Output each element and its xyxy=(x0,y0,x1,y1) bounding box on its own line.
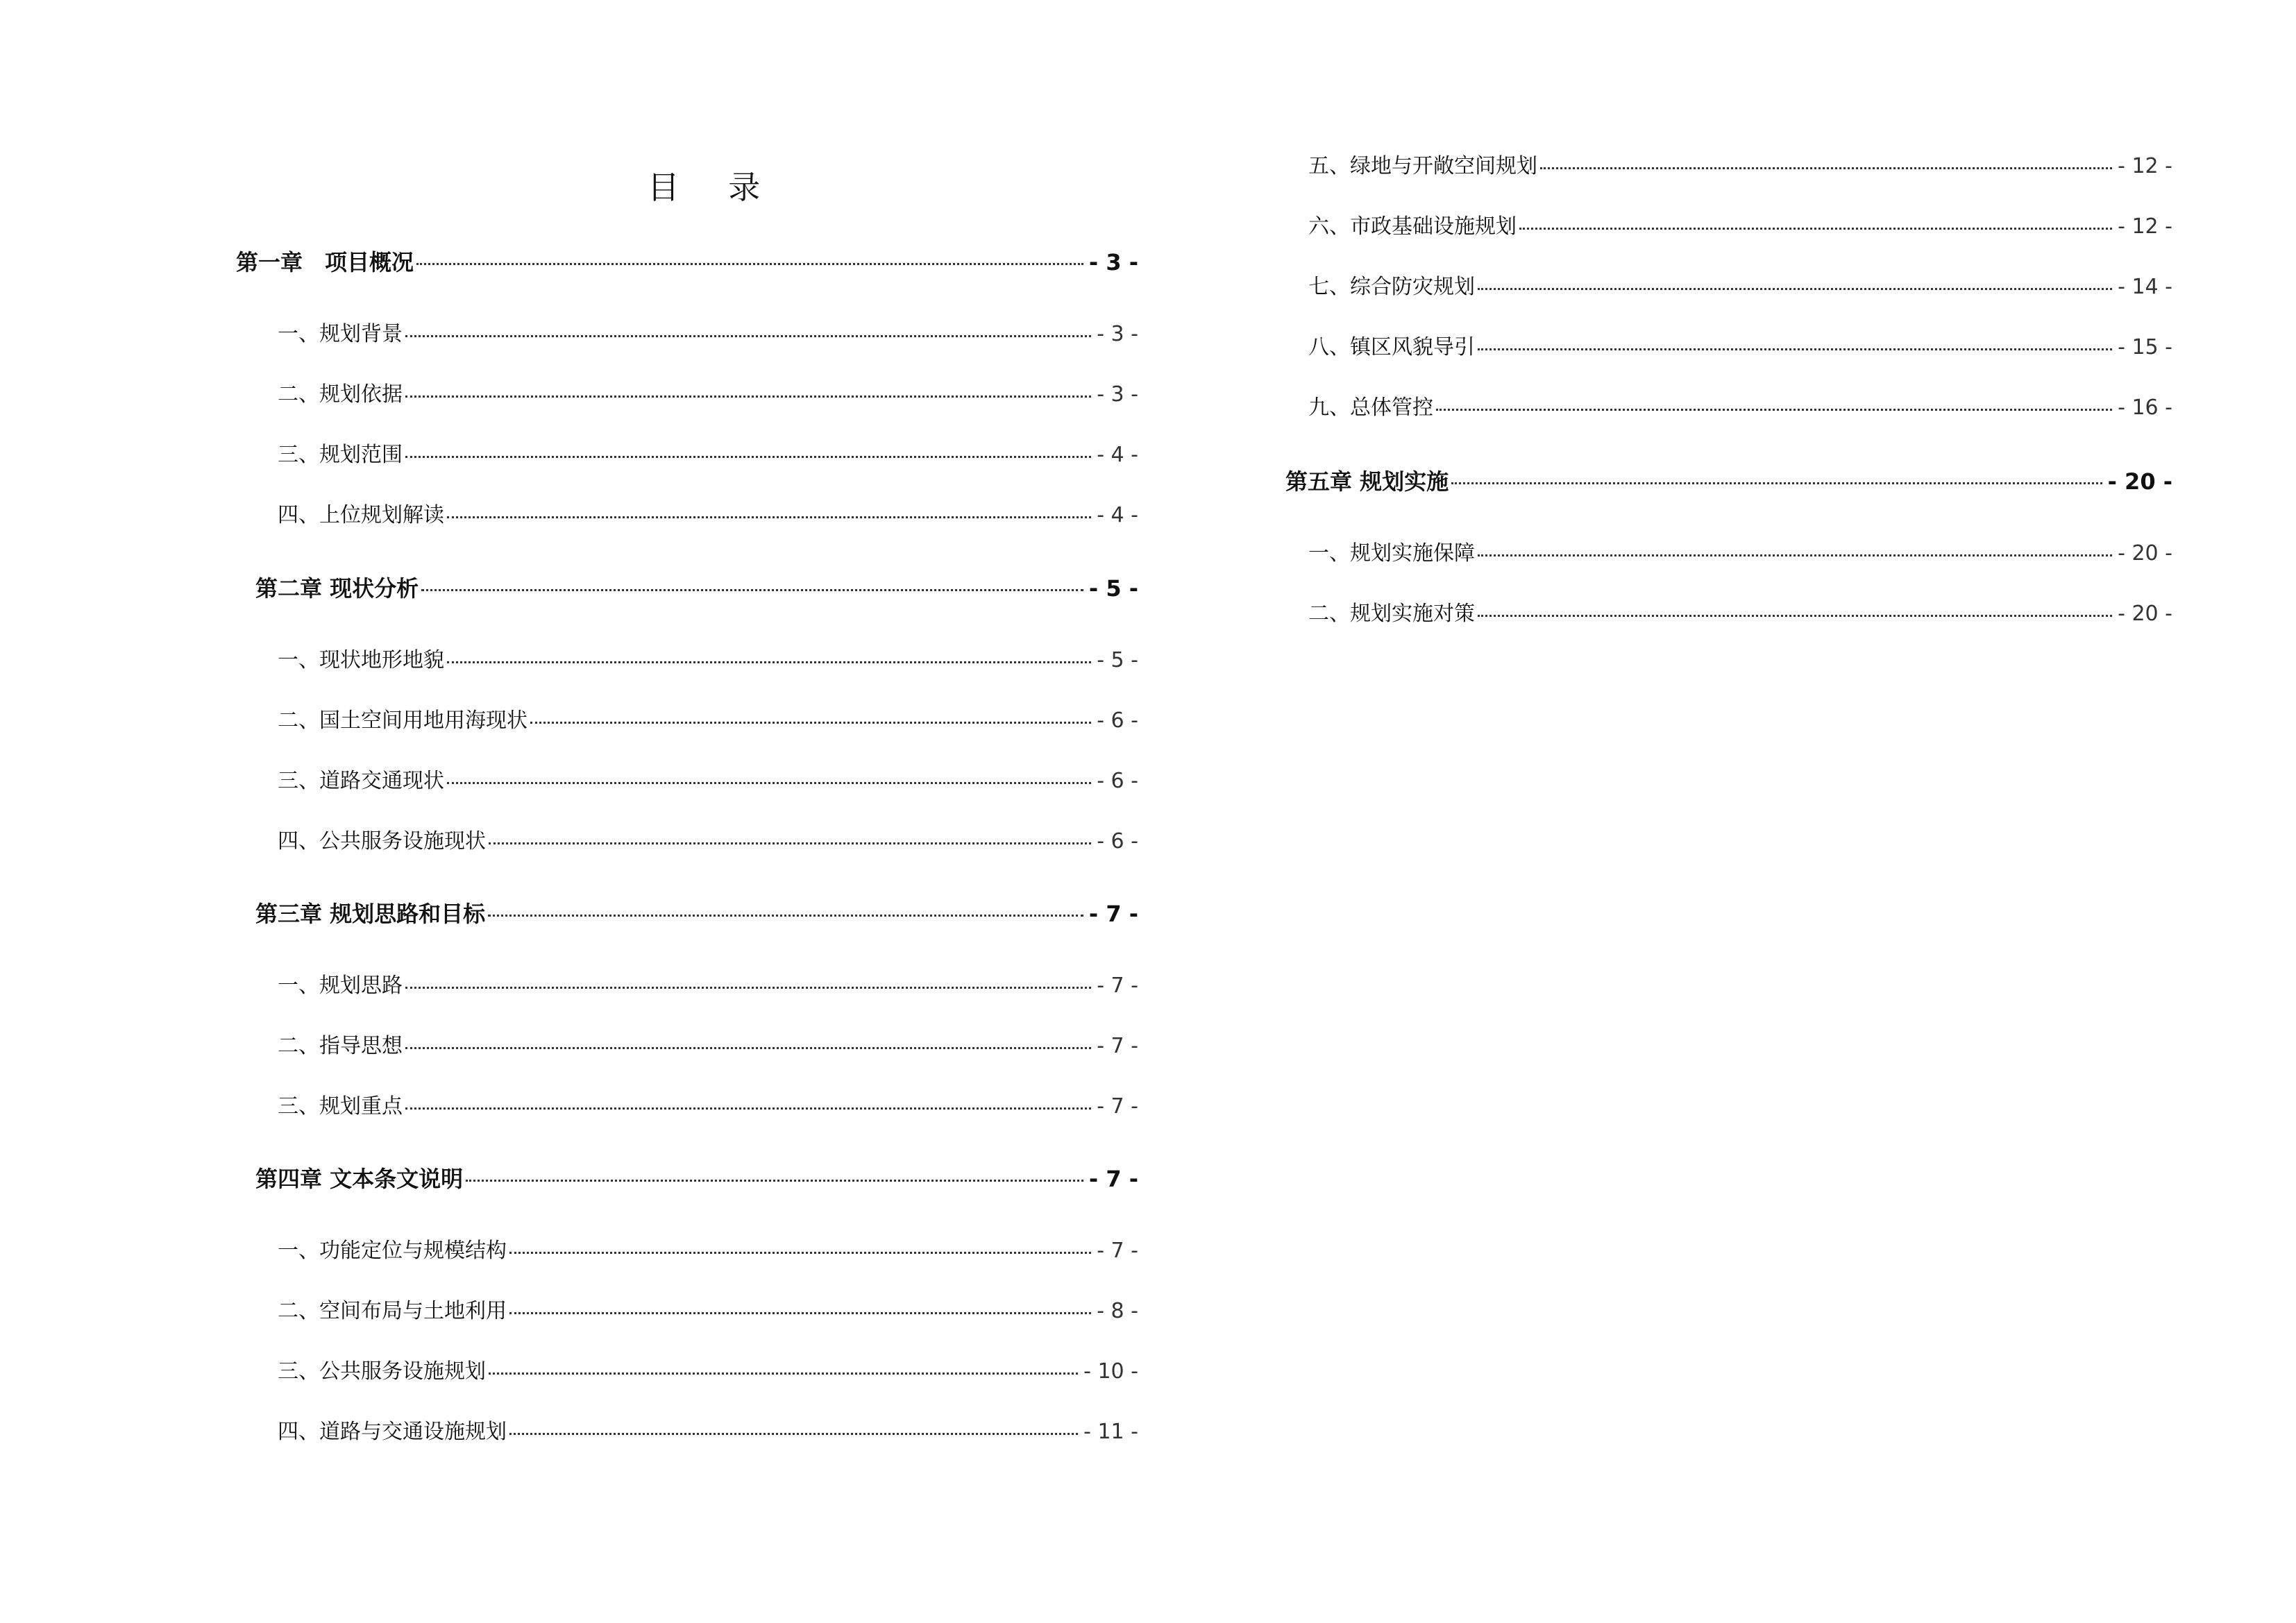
toc-label: 二、规划实施对策 xyxy=(1308,602,1475,626)
dot-leader xyxy=(1519,228,2112,230)
toc-label: 四、上位规划解读 xyxy=(278,503,444,527)
toc-label: 三、规划范围 xyxy=(278,443,403,467)
toc-label: 四、公共服务设施现状 xyxy=(278,829,486,853)
toc-label: 八、镇区风貌导引 xyxy=(1308,335,1475,359)
dot-leader xyxy=(1436,409,2112,411)
dot-leader xyxy=(405,456,1091,458)
toc-page-number: - 15 - xyxy=(2118,335,2172,359)
toc-section[interactable] xyxy=(1308,391,2172,425)
dot-leader xyxy=(1540,167,2112,169)
toc-page-number: - 11 - xyxy=(1083,1420,1138,1444)
dot-leader xyxy=(509,1252,1091,1254)
toc-section[interactable] xyxy=(1308,331,2172,364)
toc-section[interactable] xyxy=(1308,150,2172,183)
toc-page-number: - 6 - xyxy=(1097,708,1138,733)
toc-section[interactable] xyxy=(278,1295,1138,1328)
page-title: 目 录 xyxy=(647,169,780,206)
dot-leader xyxy=(405,987,1091,989)
toc-label: 三、道路交通现状 xyxy=(278,769,444,793)
toc-section[interactable] xyxy=(278,765,1138,798)
toc-section[interactable] xyxy=(278,1355,1138,1388)
toc-page-number: - 8 - xyxy=(1097,1299,1138,1323)
toc-label: 第三章 规划思路和目标 xyxy=(255,901,486,927)
toc-label: 七、综合防灾规划 xyxy=(1308,275,1475,299)
toc-page-number: - 20 - xyxy=(2118,602,2172,626)
dot-leader xyxy=(447,516,1091,518)
toc-label: 一、现状地形地貌 xyxy=(278,648,444,672)
dot-leader xyxy=(405,1047,1091,1049)
toc-section[interactable] xyxy=(1308,271,2172,304)
dot-leader xyxy=(416,263,1083,265)
dot-leader xyxy=(489,842,1091,844)
toc-label: 二、指导思想 xyxy=(278,1034,403,1058)
toc-label: 二、国土空间用地用海现状 xyxy=(278,708,527,733)
dot-leader xyxy=(405,396,1091,398)
toc-label: 一、规划背景 xyxy=(278,322,403,346)
toc-section[interactable] xyxy=(278,969,1138,1003)
toc-section[interactable] xyxy=(278,318,1138,351)
toc-page-number: - 12 - xyxy=(2118,214,2172,239)
toc-label: 第一章 项目概况 xyxy=(236,249,414,275)
toc-label: 三、公共服务设施规划 xyxy=(278,1359,486,1384)
toc-chapter-5[interactable] xyxy=(1285,465,2172,498)
dot-leader xyxy=(1478,615,2112,617)
dot-leader xyxy=(405,1107,1091,1110)
toc-page-number: - 3 - xyxy=(1097,382,1138,407)
toc-page-number: - 6 - xyxy=(1097,769,1138,793)
toc-chapter-2[interactable] xyxy=(255,572,1138,605)
dot-leader xyxy=(1478,348,2112,350)
toc-page-number: - 5 - xyxy=(1097,648,1138,672)
dot-leader xyxy=(1478,554,2112,556)
toc-page-number: - 7 - xyxy=(1097,974,1138,998)
toc-section[interactable] xyxy=(278,825,1138,858)
dot-leader xyxy=(1451,482,2102,484)
dot-leader xyxy=(509,1433,1078,1435)
toc-chapter-1[interactable] xyxy=(236,246,1138,279)
toc-chapter-3[interactable] xyxy=(255,897,1138,931)
toc-page-number: - 3 - xyxy=(1097,322,1138,346)
dot-leader xyxy=(421,589,1083,591)
dot-leader xyxy=(405,335,1091,337)
toc-section[interactable] xyxy=(278,1234,1138,1268)
toc-label: 第五章 规划实施 xyxy=(1285,468,1449,495)
toc-section[interactable] xyxy=(1308,597,2172,631)
dot-leader xyxy=(530,722,1091,724)
toc-label: 一、功能定位与规模结构 xyxy=(278,1239,507,1263)
dot-leader xyxy=(466,1180,1083,1182)
toc-page-number: - 7 - xyxy=(1088,901,1138,927)
dot-leader xyxy=(489,1373,1078,1375)
toc-label: 六、市政基础设施规划 xyxy=(1308,214,1517,239)
dot-leader xyxy=(1478,288,2112,290)
toc-label: 九、总体管控 xyxy=(1308,396,1433,420)
toc-page-number: - 4 - xyxy=(1097,443,1138,467)
toc-section[interactable] xyxy=(278,499,1138,532)
toc-section[interactable] xyxy=(278,1030,1138,1063)
toc-label: 四、道路与交通设施规划 xyxy=(278,1420,507,1444)
toc-section[interactable] xyxy=(278,644,1138,677)
toc-label: 一、规划实施保障 xyxy=(1308,541,1475,566)
toc-page-number: - 20 - xyxy=(2107,468,2172,495)
toc-section[interactable] xyxy=(278,378,1138,411)
toc-section[interactable] xyxy=(1308,210,2172,244)
toc-page-number: - 7 - xyxy=(1097,1034,1138,1058)
toc-section[interactable] xyxy=(278,1416,1138,1449)
toc-page-number: - 7 - xyxy=(1097,1094,1138,1119)
toc-page-number: - 10 - xyxy=(1083,1359,1138,1384)
toc-page-number: - 4 - xyxy=(1097,503,1138,527)
toc-section[interactable] xyxy=(278,1090,1138,1123)
toc-label: 一、规划思路 xyxy=(278,974,403,998)
toc-page-number: - 16 - xyxy=(2118,396,2172,420)
dot-leader xyxy=(488,915,1083,917)
toc-page-number: - 6 - xyxy=(1097,829,1138,853)
toc-page-number: - 7 - xyxy=(1088,1166,1138,1192)
toc-label: 二、规划依据 xyxy=(278,382,403,407)
toc-section[interactable] xyxy=(1308,537,2172,570)
dot-leader xyxy=(447,782,1091,784)
toc-page-number: - 12 - xyxy=(2118,154,2172,178)
dot-leader xyxy=(509,1312,1091,1314)
toc-page-number: - 5 - xyxy=(1088,575,1138,602)
toc-label: 第四章 文本条文说明 xyxy=(255,1166,464,1192)
toc-page-number: - 20 - xyxy=(2118,541,2172,566)
toc-label: 五、绿地与开敞空间规划 xyxy=(1308,154,1537,178)
toc-page-number: - 7 - xyxy=(1097,1239,1138,1263)
toc-label: 第二章 现状分析 xyxy=(255,575,419,602)
toc-section[interactable] xyxy=(278,439,1138,472)
toc-label: 二、空间布局与土地利用 xyxy=(278,1299,507,1323)
toc-section[interactable] xyxy=(278,704,1138,738)
toc-page-number: - 14 - xyxy=(2118,275,2172,299)
toc-chapter-4[interactable] xyxy=(255,1162,1138,1196)
dot-leader xyxy=(447,661,1091,663)
toc-page-number: - 3 - xyxy=(1088,249,1138,275)
toc-label: 三、规划重点 xyxy=(278,1094,403,1119)
